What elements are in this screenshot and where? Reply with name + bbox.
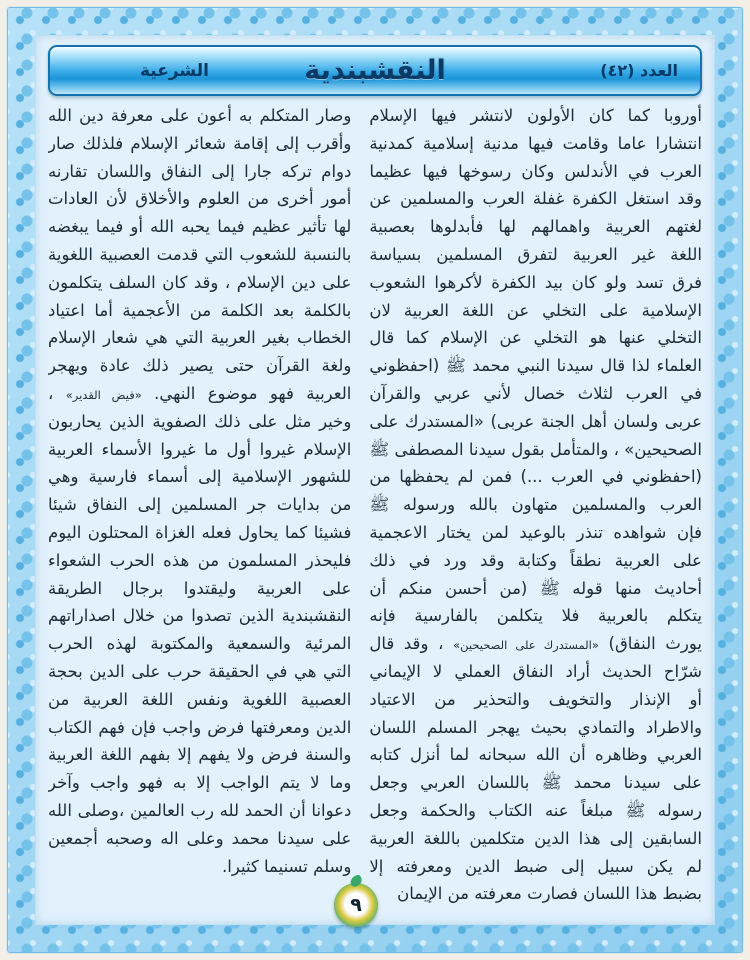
text-line: العربية فهو موضوع النهي. «فيض القدير» ، [48,383,352,403]
text-line: دوام تركه جارا إلى النفاق واللسان تقارنه [48,161,352,181]
text-line: الإسلام غيروا أول ما غيروا الأسماء العربية [48,439,352,459]
text-line: دعوانا أن الحمد لله رب العالمين ،وصلى الله [48,800,352,820]
text-line: وصار المتكلم به أعون على معرفة دين الله [48,106,352,125]
text-line: الإسلامية على التخلي عن اللغة العربية لان [369,300,702,320]
text-line: المرئية والسمعية والمكتوبة لهذه الحرب [48,634,352,654]
page-number: ٩ [350,894,362,916]
text-line: ولغة القرآن حتى يصير ذلك عادة ويهجر [48,356,352,376]
text-column-right [369,102,702,914]
text-line: على سيدنا محمد ﷺ باللسان العربي وجعل [369,773,702,793]
text-line: العربي وظاهره أن الله سبحانه لما أنزل كتابه [369,745,702,765]
issue-number-label: العدد (٤٢) [600,61,678,80]
text-line: فإن شواهده تنذر بالوعيد لمن يختار الاعجمية [369,522,702,542]
text-line: أمور أخرى من العلوم والأخلاق لأن العادات [48,189,352,209]
text-line: في العرب لثلاث خصال لأني عربي والقرآن [369,383,702,403]
page-number-badge [334,883,378,927]
text-line: أوروبا كما كان الأولون لانتشر فيها الإسلام [369,106,702,125]
text-line: أحاديث منها قوله ﷺ (من أحسن منكم أن [369,578,702,598]
text-line: وقد استغل الكفرة غفلة العرب والمسلمين عن [369,189,702,209]
text-line: التي هي في الحقيقة حرب على الدين بحجة [48,661,352,681]
text-line: وأقرب إلى إقامة شعائر الإسلام فلذلك صار [48,133,352,153]
text-line: العلماء لذا قال سيدنا النبي محمد ﷺ (احفظوني [369,356,702,376]
text-line: من بدايات جر المسلمين إلى النفاق شيئا [48,495,352,515]
text-line: لغتهم العربية واهمالهم لها فأبدلوها بعصبية [369,217,702,237]
text-line: انتشارا عاما وقامت فيها مدنية إسلامية كمدنية [369,133,702,153]
text-line: فرق تسد ولو كان بيد الكفرة لأكرهوا الشعوب [369,272,702,292]
text-line: وسلم تسنيما كثيرا. [222,856,352,876]
text-line: (احفظوني في العرب ...) فمن لم يحفظها من [369,467,702,487]
text-line: العرب في الأندلس وكان رسوخها فيها عظيما [369,161,702,181]
text-line: وخير مثل على ذلك الصفوية الذين يحاربون [48,411,352,431]
text-line: للشهور الإسلامية إلى أسماء فارسية وهي [48,467,352,487]
text-line: رسوله ﷺ مبلغاً عنه الكتاب والحكمة وجعل [369,800,702,820]
section-label: الشرعية [140,60,209,81]
text-line: التخلي عنها هو التخلي عن الإسلام كما قال [369,328,702,348]
text-line: على العربية وليقتدوا برجال الطريقة [48,578,352,598]
text-line: الصحيحين» ، والمتأمل بقول سيدنا المصطفى ﷺ [369,439,702,459]
text-line: الدين ومعرفتها فرض واجب فإن فهم الكتاب [48,717,352,737]
text-line: أو الإنذار والتخويف والتحذير من الاعتياد [369,689,702,709]
text-line: النقشبندية الذين تصدوا من خلال اصداراتهم [48,606,352,626]
text-line: على دين الإسلام ، وقد كان السلف يتكلمون [48,272,352,292]
text-line: شرّاح الحديث أراد النفاق العملي لا الإيماني [369,661,702,681]
text-line: عربى ولسان أهل الجنة عربى) «المستدرك على [369,411,702,431]
text-line: بالنسبة للشعوب التي قدمت العصبية اللغوية [48,244,352,264]
header-banner [48,45,702,96]
text-line: والسنة فرض ولا يفهم إلا بفهم اللغة العربية [48,745,352,765]
text-line: فليحذر المسلمون من هذه الحرب الشعواء [48,550,352,570]
text-line: فشيئا كما يحاول فعله الغزاة المحتلون اليوم [48,522,352,542]
magazine-title: النقشبندية [304,55,446,86]
text-line: لم يكن سبيل إلى ضبط الدين ومعرفته إلا [369,856,702,876]
text-line: العصبية اللغوية ونفس اللغة العربية من [48,689,352,709]
text-line: العرب والمسلمين متهاون بالله ورسوله ﷺ [369,495,702,515]
text-line: السابقين إلى هذا الدين متكلمين باللغة العربية [369,828,702,848]
text-column-left [48,102,351,914]
text-line: يورث النفاق) «المستدرك على الصحيحين» ، وقد قال [369,634,702,654]
text-line: يتكلم بالعربية فلا يتكلمن بالفارسية فإنه [369,606,702,626]
text-line: وما لا يتم الواجب إلا به فهو واجب وآخر [48,773,352,793]
article-body [44,102,706,914]
text-line: اللغة غير العربية لتفرق المسلمين بسياسة [369,244,702,264]
text-line: بضبط هذا اللسان فصارت معرفته من الإيمان [397,884,702,904]
text-line: على العربية نطقاً وكتابة وقد ورد في ذلك [369,550,702,570]
text-line: والاطراد والتمادي بحيث يهجر المسلم اللسان [369,717,702,737]
text-line: لها تأثير عظيم فيما يحبه الله أو فيما يبغضه [48,217,352,237]
text-line: الخطاب بغير العربية التي هي شعار الإسلام [48,328,352,348]
text-line: بالكلمة بعد الكلمة من الأعجمية أما اعتياد [48,300,352,320]
text-line: على سيدنا محمد وعلى اله وصحبه أجمعين [48,828,352,848]
page-content [36,36,714,924]
